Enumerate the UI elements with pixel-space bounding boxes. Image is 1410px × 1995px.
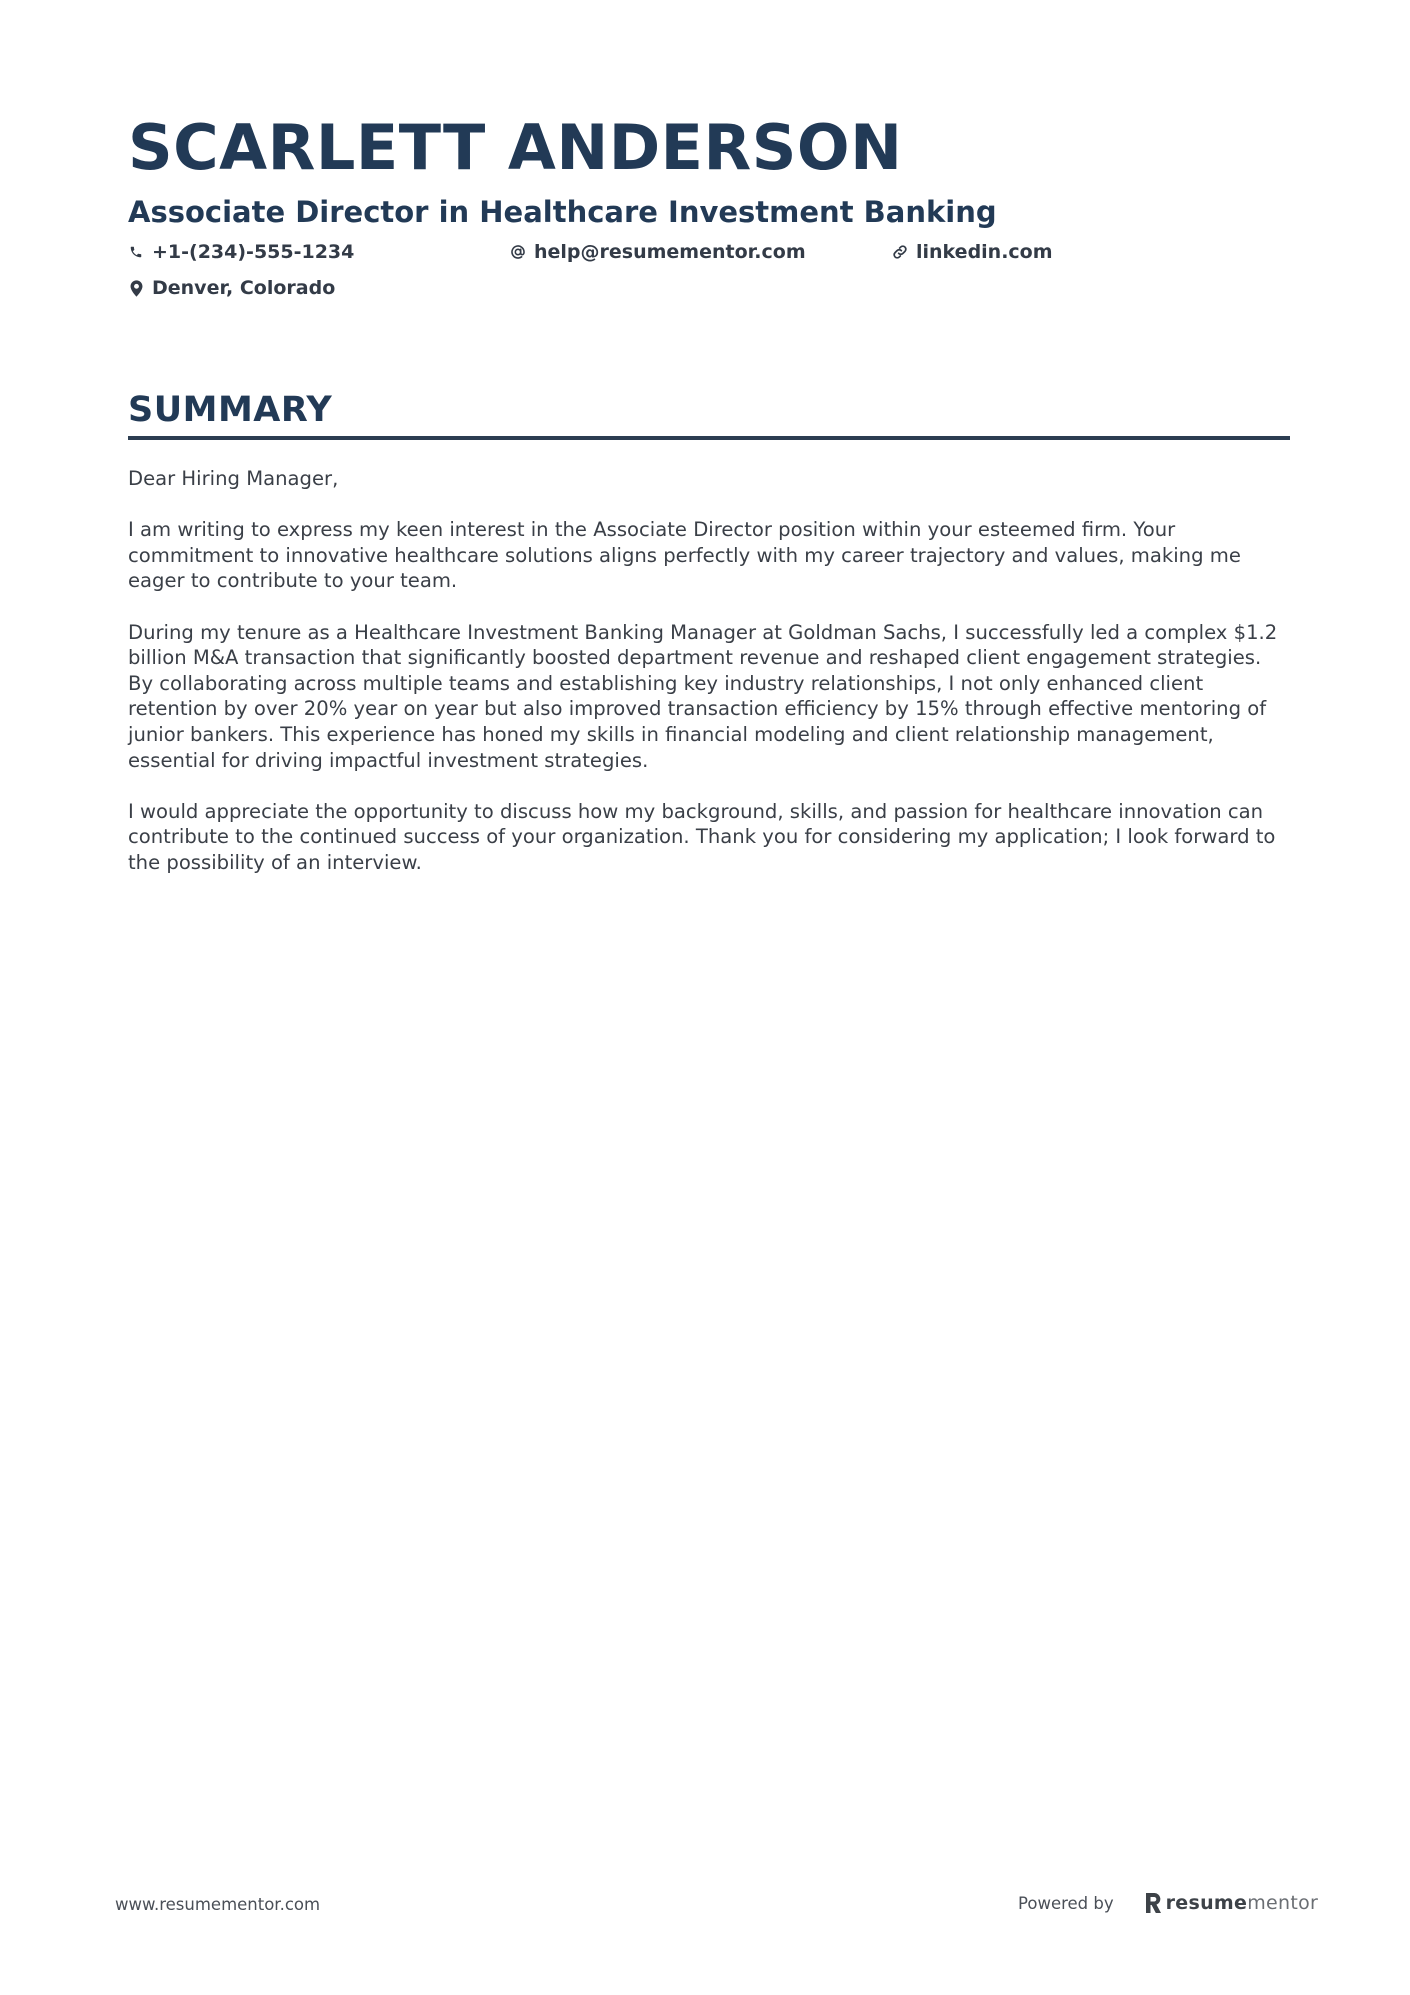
letter-paragraph: I am writing to express my keen interest in the Associate Director position within your esteemed firm. Your commitment to innovative healthcare solutions aligns perfectly with my career trajectory and values, making me eager to contribute to your team. xyxy=(128,518,1241,593)
resume-header xyxy=(128,108,1288,302)
logo-text-bold: resume xyxy=(1165,1892,1248,1914)
contact-location xyxy=(128,274,510,302)
powered-by-label: Powered by xyxy=(1018,1893,1114,1913)
logo-text-light: mentor xyxy=(1247,1892,1319,1914)
letter-paragraph: I would appreciate the opportunity to discuss how my background, skills, and passion for healthcare innovation can contribute to the continued success of your organization. Thank you for considering my application; I look forward to the possibility of an interview. xyxy=(128,799,1276,874)
letter-paragraph: During my tenure as a Healthcare Investment Banking Manager at Goldman Sachs, I successfully led a complex $1.2 billion M&A transaction that significantly boosted department revenue and reshaped client engagement strategies. By collaborating across multiple teams and establishing key industry relationships, I not only enhanced client retention by over 20% year on year but also improved transaction efficiency by 15% through effective mentoring of junior bankers. This experience has honed my skills in financial modeling and client relationship management, essential for driving impactful investment strategies. xyxy=(128,620,1278,772)
phone-icon xyxy=(128,243,144,261)
location-text: Denver, Colorado xyxy=(152,277,336,299)
contact-email[interactable] xyxy=(510,238,892,266)
contact-linkedin[interactable] xyxy=(892,238,1274,266)
contact-info xyxy=(128,238,1288,302)
salutation: Dear Hiring Manager, xyxy=(128,467,339,490)
resumementor-logo-icon xyxy=(1144,1892,1162,1914)
phone-text: +1-(234)-555-1234 xyxy=(152,241,355,263)
link-icon xyxy=(892,243,908,261)
summary-section xyxy=(128,386,1290,901)
candidate-name: SCARLETT ANDERSON xyxy=(128,111,903,184)
linkedin-text: linkedin.com xyxy=(916,241,1053,263)
letter-body xyxy=(128,466,1290,876)
footer-branding xyxy=(1018,1888,1318,1918)
resumementor-logo[interactable] xyxy=(1144,1892,1319,1914)
job-title: Associate Director in Healthcare Investment Banking xyxy=(128,195,997,229)
location-pin-icon xyxy=(128,279,144,297)
email-text: help@resumementor.com xyxy=(534,241,806,263)
contact-phone[interactable] xyxy=(128,238,510,266)
footer-website[interactable]: www.resumementor.com xyxy=(115,1895,321,1914)
section-heading: SUMMARY xyxy=(128,390,333,430)
at-icon xyxy=(510,243,526,261)
section-divider xyxy=(128,436,1290,440)
